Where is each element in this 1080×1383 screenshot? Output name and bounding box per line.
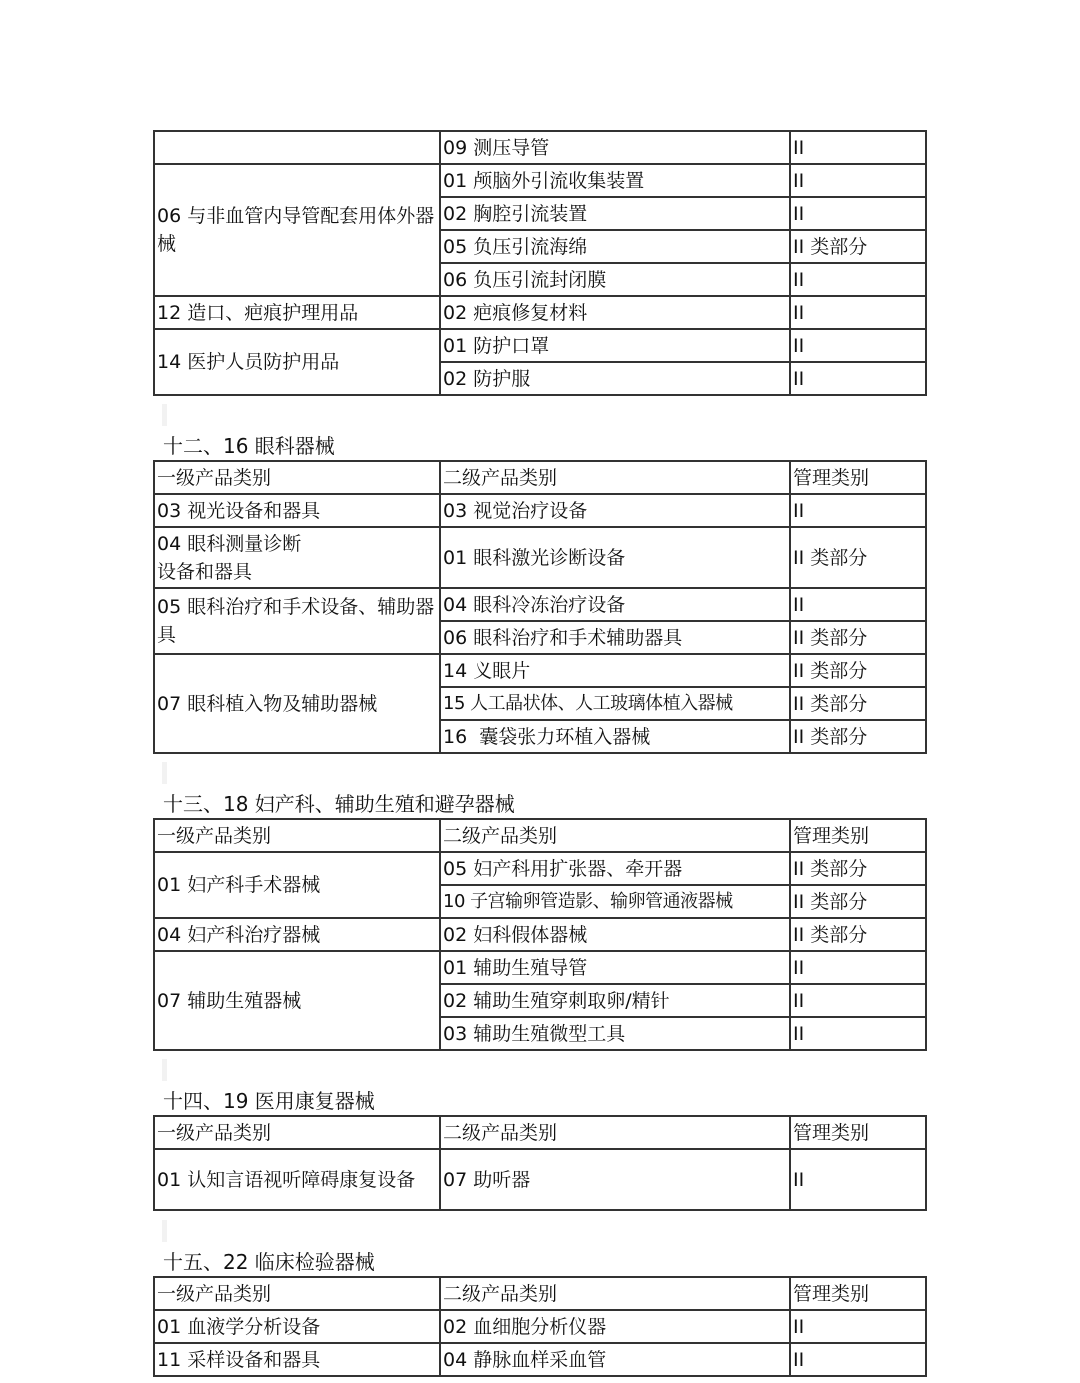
category-l1-cell: 01 妇产科手术器械: [154, 852, 440, 918]
section-marker: [162, 1220, 167, 1242]
category-l1-cell: 01 认知言语视听障碍康复设备: [154, 1149, 440, 1210]
header-l1: 一级产品类别: [154, 819, 440, 852]
header-l1: 一级产品类别: [154, 1116, 440, 1149]
management-class-cell: II: [790, 494, 926, 527]
category-l2-cell: 16 囊袋张力环植入器械: [440, 720, 790, 753]
category-l1-cell: 04 眼科测量诊断设备和器具: [154, 527, 440, 588]
category-l2-cell: 02 胸腔引流装置: [440, 197, 790, 230]
management-class-cell: II: [790, 197, 926, 230]
section-marker: [162, 1059, 167, 1081]
category-l1-cell: 07 眼科植入物及辅助器械: [154, 654, 440, 753]
table-row: [154, 527, 926, 588]
category-l2-cell: 14 义眼片: [440, 654, 790, 687]
header-l2: 二级产品类别: [440, 819, 790, 852]
table-row: [154, 1343, 926, 1376]
category-l2-cell: 06 负压引流封闭膜: [440, 263, 790, 296]
header-l1: 一级产品类别: [154, 1277, 440, 1310]
management-class-cell: II: [790, 1343, 926, 1376]
table-row: [154, 296, 926, 329]
category-l2-cell: 04 眼科冷冻治疗设备: [440, 588, 790, 621]
section-12-title: 十二、16 眼科器械: [163, 434, 335, 458]
category-l2-cell: 03 视觉治疗设备: [440, 494, 790, 527]
category-l1-cell: 01 血液学分析设备: [154, 1310, 440, 1343]
header-l2: 二级产品类别: [440, 1277, 790, 1310]
category-l1-cell: 05 眼科治疗和手术设备、辅助器具: [154, 588, 440, 654]
management-class-cell: II: [790, 329, 926, 362]
table-row: [154, 852, 926, 885]
table-continuation: [153, 130, 927, 396]
table-row: [154, 164, 926, 197]
category-l1-cell: 07 辅助生殖器械: [154, 951, 440, 1050]
category-l2-cell: 05 妇产科用扩张器、牵开器: [440, 852, 790, 885]
management-class-cell: II: [790, 1017, 926, 1050]
category-l1-cell: 14 医护人员防护用品: [154, 329, 440, 395]
table-ophthalmic: [153, 460, 927, 754]
header-class: 管理类别: [790, 819, 926, 852]
header-class: 管理类别: [790, 1277, 926, 1310]
table-obstetrics: [153, 818, 927, 1051]
table-header-row: [154, 461, 926, 494]
table-header-row: [154, 819, 926, 852]
management-class-cell: II 类部分: [790, 230, 926, 263]
table-clinical-lab: [153, 1276, 927, 1377]
table-row: [154, 588, 926, 621]
category-l1-cell: [154, 131, 440, 164]
management-class-cell: II: [790, 131, 926, 164]
management-class-cell: II 类部分: [790, 527, 926, 588]
section-marker: [162, 404, 167, 426]
category-l2-cell: 03 辅助生殖微型工具: [440, 1017, 790, 1050]
table-row: [154, 1310, 926, 1343]
table-row: [154, 1149, 926, 1210]
category-l2-cell: 02 妇科假体器械: [440, 918, 790, 951]
header-l2: 二级产品类别: [440, 1116, 790, 1149]
table-row: [154, 918, 926, 951]
management-class-cell: II 类部分: [790, 918, 926, 951]
management-class-cell: II 类部分: [790, 852, 926, 885]
category-l1-cell: 11 采样设备和器具: [154, 1343, 440, 1376]
header-class: 管理类别: [790, 1116, 926, 1149]
category-l1-cell: 04 妇产科治疗器械: [154, 918, 440, 951]
management-class-cell: II: [790, 1149, 926, 1210]
management-class-cell: II 类部分: [790, 687, 926, 720]
management-class-cell: II 类部分: [790, 654, 926, 687]
table-row: [154, 494, 926, 527]
category-l2-cell: 10 子宫输卵管造影、输卵管通液器械: [440, 885, 790, 918]
category-l2-cell: 15 人工晶状体、人工玻璃体植入器械: [440, 687, 790, 720]
category-l2-cell: 02 辅助生殖穿刺取卵/精针: [440, 984, 790, 1017]
management-class-cell: II: [790, 263, 926, 296]
category-l2-cell: 01 眼科激光诊断设备: [440, 527, 790, 588]
category-l2-cell: 09 测压导管: [440, 131, 790, 164]
category-l2-cell: 01 防护口罩: [440, 329, 790, 362]
category-l1-cell: 12 造口、疤痕护理用品: [154, 296, 440, 329]
category-l2-cell: 02 血细胞分析仪器: [440, 1310, 790, 1343]
category-l2-cell: 02 防护服: [440, 362, 790, 395]
management-class-cell: II: [790, 164, 926, 197]
table-row: [154, 329, 926, 362]
management-class-cell: II: [790, 296, 926, 329]
category-l1-cell: 06 与非血管内导管配套用体外器械: [154, 164, 440, 296]
category-l2-cell: 04 静脉血样采血管: [440, 1343, 790, 1376]
management-class-cell: II: [790, 362, 926, 395]
section-14-title: 十四、19 医用康复器械: [163, 1089, 375, 1113]
category-l2-cell: 02 疤痕修复材料: [440, 296, 790, 329]
management-class-cell: II: [790, 588, 926, 621]
category-l2-cell: 07 助听器: [440, 1149, 790, 1210]
category-l2-cell: 01 颅脑外引流收集装置: [440, 164, 790, 197]
management-class-cell: II: [790, 951, 926, 984]
category-l2-cell: 06 眼科治疗和手术辅助器具: [440, 621, 790, 654]
header-l2: 二级产品类别: [440, 461, 790, 494]
management-class-cell: II 类部分: [790, 621, 926, 654]
table-rehabilitation: [153, 1115, 927, 1211]
table-header-row: [154, 1277, 926, 1310]
table-row: [154, 131, 926, 164]
management-class-cell: II 类部分: [790, 885, 926, 918]
category-l2-cell: 01 辅助生殖导管: [440, 951, 790, 984]
table-row: [154, 654, 926, 687]
category-l2-cell: 05 负压引流海绵: [440, 230, 790, 263]
header-l1: 一级产品类别: [154, 461, 440, 494]
table-row: [154, 951, 926, 984]
management-class-cell: II: [790, 1310, 926, 1343]
section-15-title: 十五、22 临床检验器械: [163, 1250, 375, 1274]
management-class-cell: II 类部分: [790, 720, 926, 753]
management-class-cell: II: [790, 984, 926, 1017]
section-13-title: 十三、18 妇产科、辅助生殖和避孕器械: [163, 792, 515, 816]
category-l1-cell: 03 视光设备和器具: [154, 494, 440, 527]
section-marker: [162, 762, 167, 784]
table-header-row: [154, 1116, 926, 1149]
header-class: 管理类别: [790, 461, 926, 494]
